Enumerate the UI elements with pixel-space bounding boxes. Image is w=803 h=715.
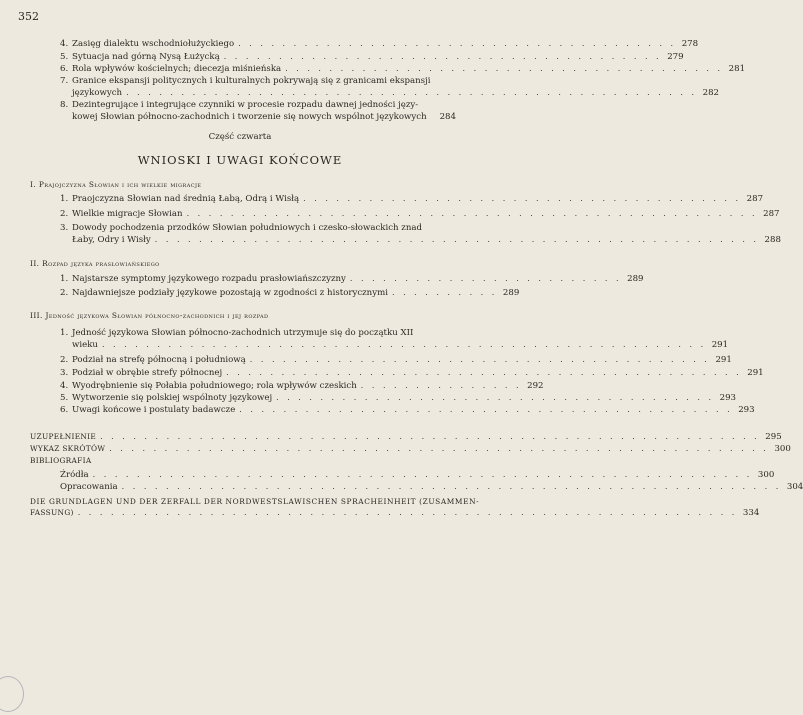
leader-dots: . . . . . . . . . . . . . . . . . . . . . . . . . . . . . . . . . . . . . . . . . . . . . . . . . . . . . . .: [101, 340, 707, 349]
toc-entry: [60, 393, 737, 404]
leader-dots: . . . . . . . . . . . . . . . . . . . . . . . . . . . . . . . . . . . . . . . . . . . . . . . . . . . .: [186, 209, 758, 218]
entry-page: 279: [667, 52, 684, 62]
entry-title: Wyodrębnienie się Połabia południowego; rola wpływów czeskich: [72, 381, 357, 391]
leader-dots: . . . . . . . . . . . . . . . . . . . . . . . . . . . . . . . . . . . . . . . . . . . . . . . . . . . . . . . . . . . .: [92, 470, 753, 479]
entry-number: 2.: [60, 209, 69, 219]
entry-title: Rola wpływów kościelnych; diecezja miśnieńska: [72, 64, 282, 74]
leader-dots: . . . . . . . . . . . . . . . . . . . . . . . . . . . . . . . . . . . . . . . . . . . . . . .: [226, 368, 742, 377]
entry-page: 291: [715, 355, 732, 365]
leader-dots: . . . . . . . . . . . . . . . . . . . . . . . . . . . . . . . . . . . . . . . . . . . . . . . . . . . . . . .: [154, 235, 759, 244]
entry-number: 1.: [60, 328, 69, 338]
summary-entry-continuation: [30, 508, 760, 519]
entry-page: 334: [742, 508, 760, 518]
entry-title: Jedność językowa Słowian północno-zachodnich utrzymuje się do początku XII: [72, 328, 414, 338]
toc-entry-continuation: [72, 235, 781, 246]
entry-title-cont: Łaby, Odry i Wisły: [72, 235, 151, 245]
section-heading: III. Jedność językowa Słowian północno-zachodnich i jej rozpad: [30, 311, 269, 320]
entry-page: 300: [774, 444, 791, 454]
entry-number: 1.: [60, 194, 69, 204]
toc-entry: [60, 482, 803, 493]
leader-dots: . . . . . . . . . . . . . . .: [360, 381, 522, 390]
leader-dots: . . . . . . . . . . . . . . . . . . . . . . . . . . . . . . . . . . . . . . . . . . . . . . . . . . . . . . . . . . . .: [100, 432, 760, 441]
entry-page: 291: [747, 368, 764, 378]
leader-dots: . . . . . . . . . . . . . . . . . . . . . . . . . . . . . . . . . . . . . . . .: [238, 39, 677, 48]
leader-dots: . . . . . . . . . . . . . . . . . . . . . . . . . . . . . . . . . . . . . . . .: [223, 52, 662, 61]
toc-entry: [60, 223, 456, 234]
entry-page: 287: [763, 209, 780, 219]
entry-number: 3.: [60, 223, 69, 233]
entry-title: UZUPEŁNIENIE: [30, 432, 97, 441]
entry-title: BIBLIOGRAFIA: [30, 456, 92, 465]
entry-page: 284: [439, 112, 456, 122]
entry-page: 304: [786, 482, 803, 492]
entry-title: Granice ekspansji politycznych i kulturalnych pokrywają się z granicami ekspansji: [72, 76, 431, 86]
entry-page: 292: [527, 381, 544, 391]
toc-entry-backmatter: [30, 432, 782, 443]
page-number: 352: [18, 10, 39, 23]
entry-title: Praojczyzna Słowian nad średnią Łabą, Odrą i Wisłą: [72, 194, 300, 204]
entry-number: 1.: [60, 274, 69, 284]
part-title: WNIOSKI I UWAGI KOŃCOWE: [137, 153, 343, 167]
toc-entry: [60, 368, 764, 379]
leader-dots: . . . . . . . . . . . . . . . . . . . . . . . . . . . . . . . . . . . . . . . .: [276, 393, 715, 402]
toc-entry-backmatter: [30, 444, 791, 455]
toc-entry: [60, 209, 780, 220]
entry-page: 287: [746, 194, 764, 204]
entry-page: 278: [681, 39, 699, 49]
toc-entry: [60, 39, 699, 50]
entry-page: 291: [711, 340, 729, 350]
part-label: Część czwarta: [208, 132, 272, 142]
entry-title: Wytworzenie się polskiej wspólnoty językowej: [72, 393, 273, 403]
leader-dots: . . . . . . . . . . . . . . . . . . . . . . . . . . . . . . . . . . . . . . . . . . . . . . . . . . . . . . . . . . . .: [77, 508, 738, 517]
toc-entry: [60, 355, 732, 366]
entry-title: Sytuacja nad górną Nysą Łużycką: [72, 52, 220, 62]
entry-page: 293: [719, 393, 737, 403]
toc-entry: [60, 194, 764, 205]
entry-title: Źródła: [60, 470, 89, 480]
entry-page: 288: [764, 235, 781, 245]
entry-title: Opracowania: [60, 482, 118, 492]
toc-entry-continuation: [72, 88, 720, 99]
entry-title-cont: kowej Słowian północno-zachodnich i tworzenie się nowych wspólnot językowych: [72, 112, 427, 122]
toc-entry-backmatter: [30, 456, 456, 467]
entry-title: Dowody pochodzenia przodków Słowian południowych i czesko-słowackich znad: [72, 223, 422, 233]
entry-page: 300: [757, 470, 775, 480]
toc-entry: [60, 470, 775, 481]
entry-title-cont: językowych: [72, 88, 123, 98]
entry-number: 5.: [60, 52, 69, 62]
toc-entry: [60, 381, 544, 392]
entry-number: 6.: [60, 405, 69, 415]
entry-title: Dezintegrujące i integrujące czynniki w procesie rozpadu dawnej jedności języ-: [72, 100, 419, 110]
toc-entry-continuation: [72, 340, 729, 351]
entry-title: Najdawniejsze podziały językowe pozostają w zgodności z historycznymi: [72, 288, 388, 298]
section-heading: I. Prajojczyzna Słowian i ich wielkie migracje: [30, 180, 202, 189]
entry-page: 293: [738, 405, 755, 415]
section-heading: II. Rozpad języka prasłowiańskiego: [30, 259, 160, 268]
entry-title: Zasięg dialektu wschodniołużyckiego: [72, 39, 235, 49]
leader-dots: . . . . . . . . . . . . . . . . . . . . . . . . . . . . . . . . . . . . . . . .: [285, 64, 724, 73]
entry-number: 2.: [60, 288, 69, 298]
toc-entry: [60, 328, 456, 339]
library-stamp: [0, 676, 24, 712]
toc-entry: [60, 52, 684, 63]
leader-dots: . . . . . . . . . . . . . . . . . . . . . . . . .: [349, 274, 622, 283]
entry-number: 5.: [60, 393, 69, 403]
toc-entry: [60, 405, 755, 416]
toc-entry: [60, 100, 456, 111]
leader-dots: . . . . . . . . . . . . . . . . . . . . . . . . . . . . . . . . . . . . . . . .: [303, 194, 742, 203]
entry-title-cont: FASSUNG): [30, 508, 74, 517]
entry-title: Uwagi końcowe i postulaty badawcze: [72, 405, 236, 415]
leader-dots: . . . . . . . . . . . . . . . . . . . . . . . . . . . . . . . . . . . . . . . . . . . . . . . . . . . . . . . . . . . .: [109, 444, 769, 453]
entry-title: Podział w obrębie strefy północnej: [72, 368, 223, 378]
leader-dots: . . . . . . . . . . . . . . . . . . . . . . . . . . . . . . . . . . . . . . . . . . . . . . . . . . . . . . . . . . . .: [121, 482, 782, 491]
summary-entry: DIE GRUNDLAGEN UND DER ZERFALL DER NORDWESTSLAWISCHEN SPRACHEINHEIT (ZUSAMMEN-: [30, 497, 480, 506]
entry-title-cont: wieku: [72, 340, 98, 350]
entry-page: 289: [502, 288, 520, 298]
toc-entry: [60, 274, 644, 285]
entry-title: Wielkie migracje Słowian: [72, 209, 183, 219]
entry-page: 289: [627, 274, 644, 284]
entry-number: 2.: [60, 355, 69, 365]
toc-entry: [60, 64, 746, 75]
entry-number: 4.: [60, 39, 69, 49]
entry-title: Najstarsze symptomy językowego rozpadu prasłowiańszczyzny: [72, 274, 346, 284]
leader-dots: . . . . . . . . . . . . . . . . . . . . . . . . . . . . . . . . . . . . . . . . . .: [249, 355, 710, 364]
entry-number: 3.: [60, 368, 69, 378]
toc-entry-continuation: [72, 112, 456, 123]
toc-entry: [60, 288, 520, 299]
entry-number: 6.: [60, 64, 69, 74]
leader-dots: . . . . . . . . . . . . . . . . . . . . . . . . . . . . . . . . . . . . . . . . . . . . .: [239, 405, 733, 414]
entry-number: 7.: [60, 76, 69, 86]
entry-number: 4.: [60, 381, 69, 391]
toc-entry: [60, 76, 456, 87]
entry-page: 281: [728, 64, 746, 74]
entry-page: 282: [702, 88, 720, 98]
entry-title: Podział na strefę północną i południową: [72, 355, 246, 365]
entry-number: 8.: [60, 100, 69, 110]
entry-page: 295: [765, 432, 782, 442]
entry-title: WYKAZ SKRÓTÓW: [30, 444, 106, 453]
leader-dots: . . . . . . . . . .: [391, 288, 498, 297]
leader-dots: . . . . . . . . . . . . . . . . . . . . . . . . . . . . . . . . . . . . . . . . . . . . . . . . . . . .: [126, 88, 698, 97]
